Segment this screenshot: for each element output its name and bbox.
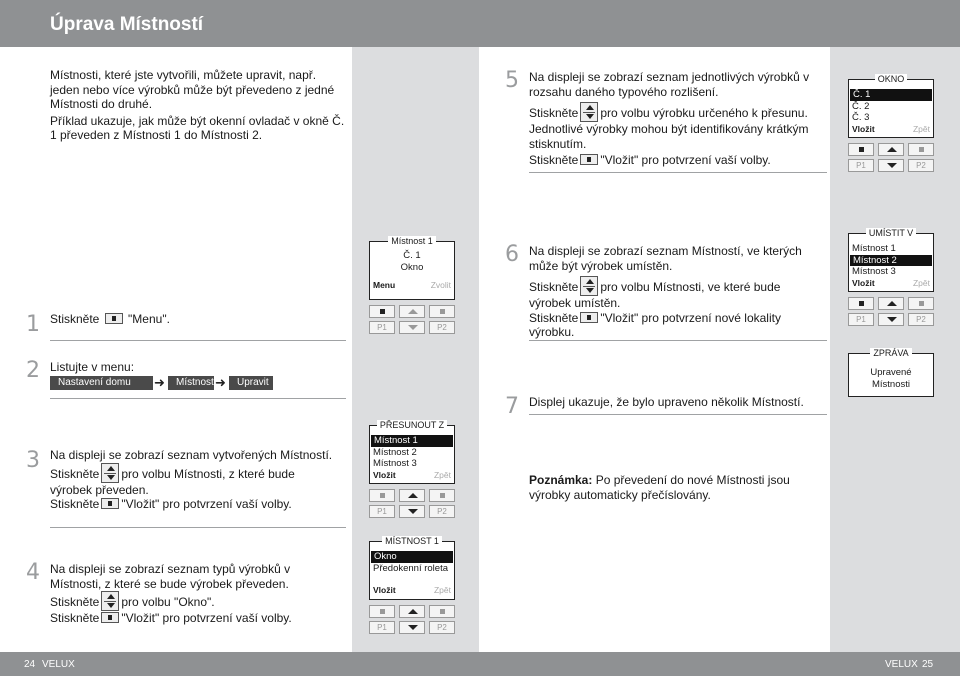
remote-display-step-5 xyxy=(848,74,934,172)
menu-path-item: Nastavení domu xyxy=(50,376,153,390)
enter-key[interactable] xyxy=(429,305,455,318)
p2-key[interactable]: P2 xyxy=(908,313,934,326)
soft-left-label: Menu xyxy=(373,280,396,290)
p2-key[interactable]: P2 xyxy=(429,621,455,634)
display-screen xyxy=(369,236,455,300)
display-line: Místnosti xyxy=(871,378,910,390)
arrow-right-icon: ➜ xyxy=(154,375,165,390)
display-line: Č. 1 xyxy=(403,250,421,261)
down-key[interactable] xyxy=(878,159,904,172)
remote-display-step-1 xyxy=(369,236,455,334)
display-title xyxy=(376,420,448,431)
display-title-text: MÍSTNOST 1 xyxy=(382,536,442,546)
step-5-text xyxy=(529,70,819,168)
step-3-post3: "Vložit" pro potvrzení vaší volby. xyxy=(121,497,292,511)
step-3-line-2 xyxy=(50,463,340,498)
menu-path-item: Místnost xyxy=(168,376,214,390)
up-down-key-icon xyxy=(101,463,119,483)
soft-right-label: Zvolit xyxy=(430,280,451,290)
display-title xyxy=(855,74,927,85)
display-title-text: Místnost 1 xyxy=(388,236,436,246)
step-5-post2: pro volbu výrobku určeného k přesunu. Jednotlivé výrobky mohou být identifikovány krátkým stisknutím. xyxy=(529,106,809,151)
page-footer xyxy=(0,652,960,676)
step-5-post3: "Vložit" pro potvrzení vaší volby. xyxy=(600,153,771,167)
step-5-pre3: Stiskněte xyxy=(529,153,579,167)
step-number-1: 1 xyxy=(26,312,40,337)
footer-page-right: 25 xyxy=(922,659,934,670)
display-line-selected: Okno xyxy=(371,551,453,563)
step-4-line-3 xyxy=(50,611,340,626)
display-title-text: UMÍSTIT V xyxy=(866,228,916,238)
display-screen xyxy=(848,228,934,292)
menu-path-item: Upravit xyxy=(229,376,273,390)
enter-key-icon xyxy=(105,313,123,324)
menu-key[interactable] xyxy=(848,297,874,310)
footer-brand-left: VELUX xyxy=(42,659,75,670)
p2-key[interactable]: P2 xyxy=(429,505,455,518)
keypad xyxy=(369,305,455,334)
keypad xyxy=(369,605,455,634)
display-line: Místnost 3 xyxy=(373,458,417,469)
step-7-text: Displej ukazuje, že bylo upraveno několik Místností. xyxy=(529,395,804,409)
step-6-text xyxy=(529,244,819,340)
soft-left-label: Vložit xyxy=(852,123,875,134)
step-3-pre2: Stiskněte xyxy=(50,466,100,481)
soft-left-label: Vložit xyxy=(373,469,396,480)
remote-display-step-7 xyxy=(848,348,934,397)
intro-para-2: Příklad ukazuje, jak může být okenní ovladač v okně Č. 1 převeden z Místnosti 1 do Místnosti 2. xyxy=(50,113,345,142)
up-down-key-icon xyxy=(580,276,598,296)
divider-2 xyxy=(50,398,346,399)
display-title-text: PŘESUNOUT Z xyxy=(377,420,447,430)
soft-labels xyxy=(370,280,454,291)
step-4-text xyxy=(50,562,340,626)
step-1-post: "Menu". xyxy=(128,312,170,326)
divider-7 xyxy=(529,414,827,415)
display-line: Č. 3 xyxy=(852,112,870,123)
display-title xyxy=(376,536,448,547)
note-text xyxy=(529,473,821,502)
enter-key[interactable] xyxy=(908,297,934,310)
step-3-post2: pro volbu Místnosti, z které bude výrobek převeden. xyxy=(50,466,295,497)
display-screen xyxy=(369,420,455,484)
display-line: Předokenní roleta xyxy=(373,562,448,574)
soft-labels xyxy=(370,585,454,596)
p1-key[interactable]: P1 xyxy=(369,621,395,634)
soft-left-label: Vložit xyxy=(373,585,396,595)
p2-key[interactable]: P2 xyxy=(429,321,455,334)
keypad xyxy=(369,489,455,518)
up-key[interactable] xyxy=(399,489,425,502)
p1-key[interactable]: P1 xyxy=(369,321,395,334)
step-5-line-2 xyxy=(529,102,819,151)
footer-page-left: 24 xyxy=(24,659,36,670)
display-title-text: OKNO xyxy=(875,74,908,84)
soft-labels xyxy=(370,470,454,481)
step-1-pre: Stiskněte xyxy=(50,312,100,326)
p2-key[interactable]: P2 xyxy=(908,159,934,172)
intro-text xyxy=(50,68,345,143)
menu-key[interactable] xyxy=(369,305,395,318)
step-4-pre2: Stiskněte xyxy=(50,595,100,609)
remote-display-step-4 xyxy=(369,536,455,634)
display-line: Místnost 3 xyxy=(852,266,896,277)
enter-key-icon xyxy=(101,612,119,623)
step-6-post2: pro volbu Místnosti, ve které bude výrobek umístěn. xyxy=(529,280,781,310)
step-6-post3: "Vložit" pro potvrzení nové lokality výrobku. xyxy=(529,310,781,339)
down-key[interactable] xyxy=(399,621,425,634)
divider-3 xyxy=(50,527,346,528)
step-4-line-2 xyxy=(50,591,340,611)
step-2-text: Listujte v menu: xyxy=(50,360,135,374)
menu-key[interactable] xyxy=(369,489,395,502)
down-key[interactable] xyxy=(399,321,425,334)
step-3-pre3: Stiskněte xyxy=(50,497,100,511)
soft-right-label: Zpět xyxy=(433,585,451,595)
p1-key[interactable]: P1 xyxy=(848,313,874,326)
display-screen xyxy=(848,348,934,397)
step-5-line-3 xyxy=(529,153,819,168)
p1-key[interactable]: P1 xyxy=(848,159,874,172)
enter-key-icon xyxy=(580,154,598,165)
display-line-selected: Místnost 2 xyxy=(850,255,932,267)
enter-key-icon xyxy=(101,498,119,509)
step-6-line-2 xyxy=(529,276,819,311)
step-4-post2: pro volbu "Okno". xyxy=(121,595,215,609)
step-number-4: 4 xyxy=(26,560,40,585)
display-line: Místnost 1 xyxy=(852,243,896,254)
soft-labels xyxy=(849,124,933,135)
display-screen xyxy=(369,536,455,600)
down-key[interactable] xyxy=(399,505,425,518)
footer-brand-right: VELUX xyxy=(885,659,918,670)
divider-1 xyxy=(50,340,346,341)
enter-key-icon xyxy=(580,312,598,323)
step-6-line-3 xyxy=(529,311,819,340)
up-key[interactable] xyxy=(878,297,904,310)
step-number-6: 6 xyxy=(505,242,519,267)
display-title xyxy=(376,236,448,247)
menu-key[interactable] xyxy=(848,143,874,156)
step-4-post3: "Vložit" pro potvrzení vaší volby. xyxy=(121,611,292,625)
display-title xyxy=(855,348,927,359)
soft-right-label: Zpět xyxy=(912,277,930,288)
remote-display-step-6 xyxy=(848,228,934,326)
divider-6 xyxy=(529,340,827,341)
step-6-line-1: Na displeji se zobrazí seznam Místností, ve kterých může být výrobek umístěn. xyxy=(529,244,802,273)
step-number-5: 5 xyxy=(505,68,519,93)
step-4-pre3: Stiskněte xyxy=(50,611,100,625)
display-line: Místnost 2 xyxy=(373,446,417,458)
step-3-line-3 xyxy=(50,497,340,512)
soft-right-label: Zpět xyxy=(433,469,451,480)
step-number-7: 7 xyxy=(505,394,519,419)
step-3-text xyxy=(50,448,340,512)
intro-para-1: Místnosti, které jste vytvořili, můžete upravit, např. jeden nebo více výrobků může být převedeno z jedné Místnosti do druhé. xyxy=(50,68,335,111)
down-key[interactable] xyxy=(878,313,904,326)
display-line: Okno xyxy=(400,261,424,273)
enter-key[interactable] xyxy=(908,143,934,156)
arrow-right-icon: ➜ xyxy=(215,375,226,390)
up-key[interactable] xyxy=(399,605,425,618)
p1-key[interactable]: P1 xyxy=(369,505,395,518)
display-line-selected: Místnost 1 xyxy=(371,435,453,447)
note-body: Po převedení do nové Místnosti jsou výrobky automaticky přečíslovány. xyxy=(529,473,790,502)
soft-left-label: Vložit xyxy=(852,277,875,288)
step-number-2: 2 xyxy=(26,358,40,383)
step-4-line-1: Na displeji se zobrazí seznam typů výrobků v Místnosti, z které se bude výrobek převeden. xyxy=(50,562,291,591)
display-title xyxy=(855,228,927,239)
enter-key[interactable] xyxy=(429,605,455,618)
step-1-text xyxy=(50,312,340,327)
display-line: Upravené xyxy=(870,367,912,378)
step-number-3: 3 xyxy=(26,448,40,473)
menu-key[interactable] xyxy=(369,605,395,618)
divider-5 xyxy=(529,172,827,173)
up-key[interactable] xyxy=(878,143,904,156)
keypad xyxy=(848,297,934,326)
note-label: Poznámka: xyxy=(529,473,593,487)
soft-labels xyxy=(849,278,933,289)
up-key[interactable] xyxy=(399,305,425,318)
step-3-line-1: Na displeji se zobrazí seznam vytvořených Místností. xyxy=(50,448,333,462)
display-title-text: ZPRÁVA xyxy=(870,348,911,358)
display-line-selected: Č. 1 xyxy=(850,89,932,101)
keypad xyxy=(848,143,934,172)
step-6-pre2: Stiskněte xyxy=(529,280,579,294)
display-screen xyxy=(848,74,934,138)
step-6-pre3: Stiskněte xyxy=(529,310,579,325)
up-down-key-icon xyxy=(101,591,119,611)
soft-right-label: Zpět xyxy=(912,123,930,134)
enter-key[interactable] xyxy=(429,489,455,502)
page-title: Úprava Místností xyxy=(50,14,204,35)
remote-display-step-3 xyxy=(369,420,455,518)
page-header xyxy=(0,0,960,47)
display-line: Č. 2 xyxy=(852,100,870,112)
up-down-key-icon xyxy=(580,102,598,122)
step-5-line-1: Na displeji se zobrazí seznam jednotlivých výrobků v rozsahu daného typového rozlišení. xyxy=(529,70,810,99)
step-5-pre2: Stiskněte xyxy=(529,106,579,120)
